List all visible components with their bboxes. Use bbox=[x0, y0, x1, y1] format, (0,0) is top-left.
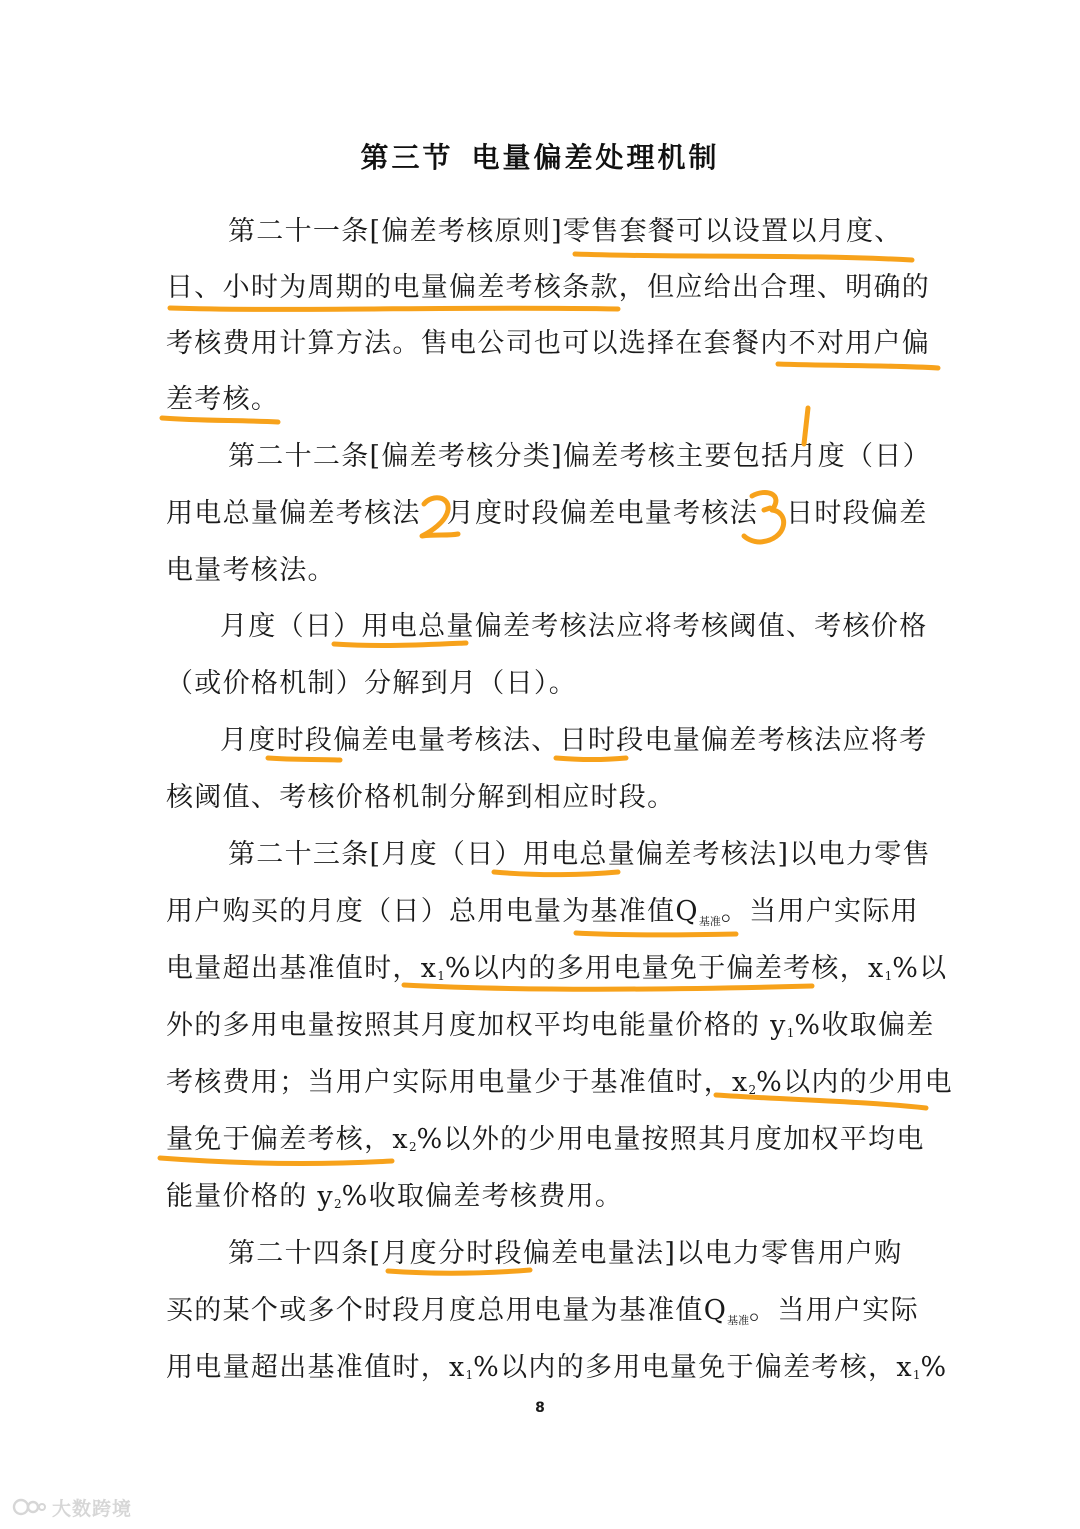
text-span: %以内的多用电量免于偏差考核，x bbox=[473, 1352, 913, 1383]
text-span: 用电量超出基准值时，x bbox=[166, 1352, 466, 1383]
text-span: 用电总量偏差考核法 bbox=[166, 498, 421, 529]
text-line bbox=[166, 494, 926, 534]
text-span: 日时段偏差 bbox=[786, 498, 928, 529]
text-span: 量免于偏差考核，x bbox=[166, 1124, 409, 1155]
subscript: 1 bbox=[884, 969, 893, 983]
watermark-logo-icon bbox=[12, 1496, 46, 1518]
text-span: %收取偏差 bbox=[794, 1010, 935, 1041]
text-line: 第二十三条[月度（日）用电总量偏差考核法]以电力零售 bbox=[228, 839, 931, 870]
subscript: 2 bbox=[333, 1197, 342, 1211]
watermark bbox=[12, 1494, 132, 1520]
subscript: 1 bbox=[437, 969, 445, 983]
text-line bbox=[166, 1006, 935, 1046]
text-span: 考核费用；当用户实际用电量少于基准值时，x bbox=[166, 1067, 749, 1098]
text-line: 第二十一条[偏差考核原则]零售套餐可以设置以月度、 bbox=[228, 216, 903, 247]
watermark-text: 大数跨境 bbox=[52, 1497, 133, 1520]
underline-stroke bbox=[778, 364, 938, 368]
text-line: 差考核。 bbox=[166, 384, 280, 415]
text-line: （或价格机制）分解到月（日）。 bbox=[166, 668, 577, 699]
underline-stroke bbox=[170, 308, 618, 309]
text-line: 月度时段偏差电量考核法、日时段电量偏差考核法应将考 bbox=[220, 725, 928, 756]
text-span: 买的某个或多个时段月度总用电量为基准值Q bbox=[166, 1295, 728, 1326]
text-span: %收取偏差考核费用。 bbox=[341, 1181, 624, 1212]
subscript: 1 bbox=[465, 1368, 474, 1382]
text-line bbox=[166, 1063, 953, 1103]
underline-stroke bbox=[575, 254, 912, 260]
text-span: 。当用户实际用 bbox=[720, 896, 919, 927]
heading-section-number: 第三节 bbox=[360, 141, 454, 174]
text-span: %以外的少用电量按照其月度加权平均电 bbox=[416, 1124, 925, 1155]
subscript: 1 bbox=[912, 1368, 921, 1382]
text-line bbox=[166, 1348, 948, 1388]
subscript: 2 bbox=[748, 1083, 757, 1097]
text-span: % bbox=[920, 1352, 948, 1383]
text-span: 外的多用电量按照其月度加权平均电能量价格的 y bbox=[166, 1010, 787, 1041]
text-span: %以内的少用电 bbox=[756, 1067, 953, 1098]
text-line bbox=[166, 949, 948, 989]
subscript: 基准 bbox=[727, 1314, 750, 1327]
text-line: 第二十二条[偏差考核分类]偏差考核主要包括月度（日） bbox=[228, 441, 931, 472]
text-line: 考核费用计算方法。售电公司也可以选择在套餐内不对用户偏 bbox=[166, 328, 931, 359]
text-line: 日、小时为周期的电量偏差考核条款，但应给出合理、明确的 bbox=[166, 272, 931, 303]
text-span: %以内的多用电量免于偏差考核，x bbox=[444, 953, 885, 984]
text-span: 能量价格的 y bbox=[166, 1181, 334, 1212]
subscript: 2 bbox=[408, 1140, 417, 1154]
underline-stroke bbox=[576, 933, 736, 935]
text-span: 电量超出基准值时，x bbox=[166, 953, 438, 984]
text-line bbox=[166, 1291, 926, 1331]
text-line: 核阈值、考核价格机制分解到相应时段。 bbox=[166, 782, 676, 813]
text-line bbox=[166, 892, 926, 932]
text-line bbox=[166, 1120, 926, 1160]
page-number: 8 bbox=[535, 1400, 545, 1416]
heading-section-title: 电量偏差处理机制 bbox=[471, 141, 720, 174]
text-line: 电量考核法。 bbox=[166, 555, 336, 586]
section-heading bbox=[0, 136, 1080, 176]
text-span: 月度时段偏差电量考核法 bbox=[446, 498, 759, 529]
text-span: 用户购买的月度（日）总用电量为基准值Q bbox=[166, 896, 699, 927]
text-span: %以 bbox=[892, 953, 948, 984]
subscript: 1 bbox=[786, 1026, 795, 1040]
subscript: 基准 bbox=[698, 915, 721, 928]
text-span: 。当用户实际 bbox=[749, 1295, 919, 1326]
text-line: 第二十四条[月度分时段偏差电量法]以电力零售用户购 bbox=[228, 1238, 903, 1269]
text-line bbox=[166, 1177, 926, 1217]
text-line: 月度（日）用电总量偏差考核法应将考核阈值、考核价格 bbox=[220, 611, 928, 642]
